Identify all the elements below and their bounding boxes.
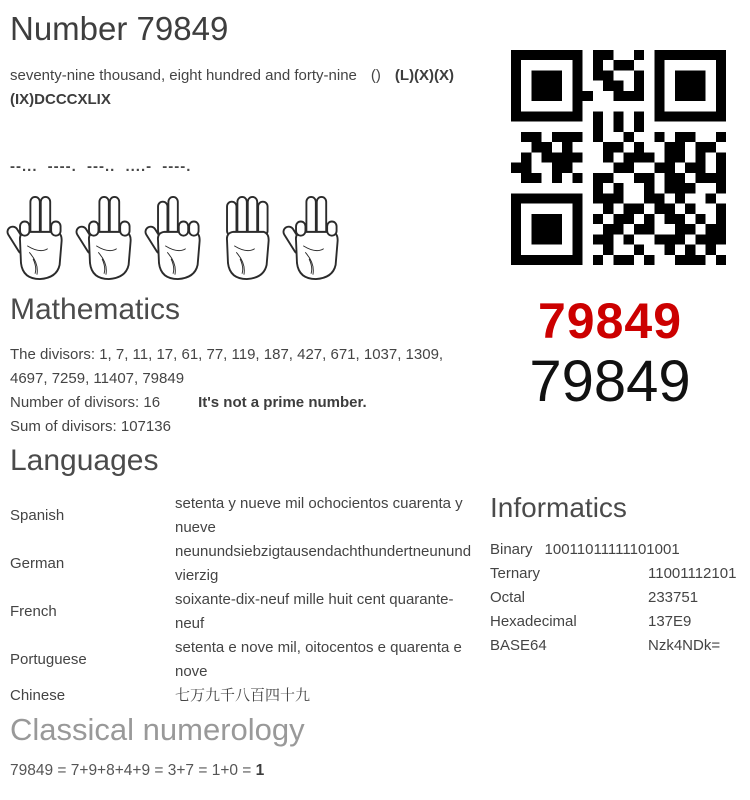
hand-sign-8-icon — [142, 192, 208, 284]
informatics-value: Nzk4NDk= — [648, 637, 721, 654]
informatics-row — [490, 586, 742, 610]
hand-sign-4-icon — [211, 192, 277, 284]
informatics-row — [490, 634, 742, 658]
language-label: Spanish — [10, 507, 65, 524]
hand-sign-9-icon — [280, 192, 346, 284]
word-form-text: seventy-nine thousand, eight hundred and forty-nine — [10, 67, 357, 84]
informatics-value: 137E9 — [648, 613, 692, 630]
page-title: Number 79849 — [10, 10, 229, 47]
prime-note: It's not a prime number. — [198, 394, 367, 411]
informatics-row — [490, 562, 742, 586]
language-label: German — [10, 555, 65, 572]
informatics-value: 11001112101 — [648, 565, 737, 582]
number-display-red: 79849 — [537, 293, 683, 349]
language-row — [10, 492, 472, 540]
equation-prefix: 79849 = 7+9+8+4+9 = 3+7 = 1+0 = — [10, 762, 256, 779]
roman-numeral: (L)(X)(X)(IX)DCCCXLIX — [10, 67, 455, 108]
morse-code: --... ----. ---.. ....- ----. — [10, 158, 192, 175]
languages-table — [10, 492, 472, 708]
languages-section — [10, 444, 472, 708]
hand-signs-row — [4, 192, 346, 284]
informatics-table — [490, 538, 742, 658]
informatics-label: Binary — [490, 541, 533, 558]
number-of-divisors: Number of divisors: 16 — [10, 394, 161, 411]
language-value: setenta e nove mil, oitocentos e quarenta e nove — [175, 639, 462, 680]
empty-parentheses: () — [370, 67, 381, 84]
language-label: Portuguese — [10, 651, 87, 668]
informatics-row — [490, 610, 742, 634]
number-of-divisors-line — [10, 391, 456, 415]
language-row — [10, 540, 472, 588]
language-value: 七万九千八百四十九 — [175, 687, 311, 704]
qr-code-svg — [511, 50, 726, 265]
informatics-value: 233751 — [648, 589, 699, 606]
hand-sign-9-icon — [73, 192, 139, 284]
mathematics-heading: Mathematics — [10, 293, 181, 326]
mathematics-section — [10, 293, 456, 439]
big-numbers — [495, 292, 725, 414]
language-value: setenta y nueve mil ochocientos cuarenta y nueve — [175, 495, 463, 536]
equation-result: 1 — [255, 762, 265, 779]
informatics-label: BASE64 — [490, 637, 547, 654]
numerology-heading: Classical numerology — [10, 712, 305, 747]
qr-code-icon — [511, 50, 726, 265]
informatics-row — [490, 538, 742, 562]
informatics-label: Hexadecimal — [490, 613, 577, 630]
number-display-black: 79849 — [529, 349, 691, 414]
languages-heading: Languages — [10, 444, 159, 477]
language-row — [10, 636, 472, 684]
language-label: Chinese — [10, 687, 66, 704]
hand-sign-7-icon — [4, 192, 70, 284]
informatics-value: 10011011111101001 — [544, 541, 680, 558]
divisors-line: The divisors: 1, 7, 11, 17, 61, 77, 119, 187, 427, 671, 1037, 1309, 4697, 7259, 11407, 79849 — [10, 346, 444, 387]
informatics-label: Ternary — [490, 565, 541, 582]
informatics-section — [490, 492, 742, 658]
numerology-section — [10, 712, 610, 780]
language-label: French — [10, 603, 57, 620]
informatics-heading: Informatics — [490, 492, 627, 523]
language-row — [10, 588, 472, 636]
language-row — [10, 684, 472, 708]
informatics-label: Octal — [490, 589, 526, 606]
numerology-equation — [10, 762, 610, 780]
sum-of-divisors-line: Sum of divisors: 107136 — [10, 418, 171, 435]
language-value: soixante-dix-neuf mille huit cent quarante-neuf — [175, 591, 454, 632]
language-value: neunundsiebzigtausendachthundertneunundvierzig — [175, 543, 472, 584]
number-word-form — [10, 64, 462, 112]
